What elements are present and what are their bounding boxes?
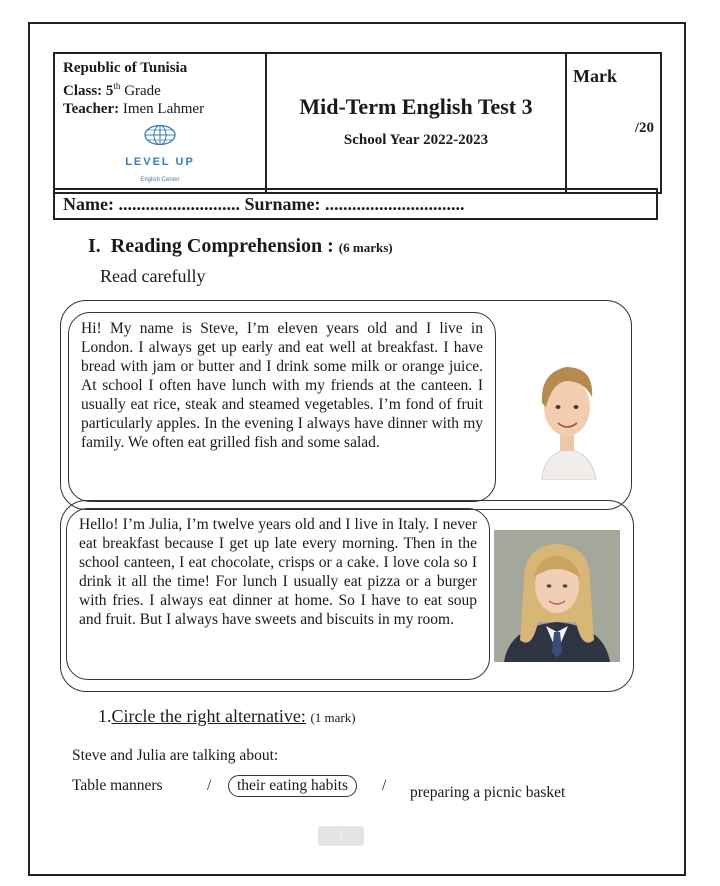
question-1-instruction: Circle the right alternative: (111, 706, 306, 726)
passage-steve: Hi! My name is Steve, I’m eleven years old and I live in London. I always get up early and eat well at breakfast. I have bread with jam or butter and I drink some milk or orange juice. At school I often have lunch with my friends at the canteen. I usually eat rice, steak and steamed vegetables. I’m fond of fruit particularly apples. In the evening I always have dinner with my family. We often eat grilled fish and some salad. (68, 312, 496, 502)
name-label: Name: (63, 194, 114, 214)
name-blank[interactable]: ........................... (113, 194, 240, 214)
name-row[interactable] (53, 188, 658, 220)
header-box (53, 52, 662, 194)
question-1-marks: (1 mark) (310, 710, 356, 725)
page-number: 1 (318, 826, 364, 846)
class-label: Class: 5 (63, 83, 114, 99)
school-year: School Year 2022-2023 (343, 132, 489, 148)
photo-julia (494, 530, 620, 662)
section-number: I. (88, 235, 101, 257)
mark-box (567, 54, 660, 192)
option-table-manners[interactable]: Table manners (72, 777, 163, 794)
school-info (55, 54, 267, 192)
option-eating-habits-circled[interactable]: their eating habits (228, 775, 357, 797)
option-picnic-basket[interactable]: preparing a picnic basket (410, 784, 566, 801)
section-marks: (6 marks) (338, 240, 393, 255)
option-separator: / (207, 777, 212, 794)
passage-julia: Hello! I’m Julia, I’m twelve years old and I live in Italy. I never eat breakfast because I get up late every morning. Then in the school canteen, I eat chocolate, crisps or a cake. I love cola so I drink it all the time! For lunch I usually eat pizza or a burger with fries. I always eat dinner at home. So I have to eat soup and fruit. But I always have sweets and biscuits in my room. (66, 508, 490, 680)
class-grade: Grade (120, 83, 161, 99)
question-1-heading (98, 706, 356, 727)
level-up-logo (105, 124, 215, 189)
surname-blank[interactable]: ............................... (320, 194, 465, 214)
read-instruction: Read carefully (100, 266, 206, 286)
section-heading (88, 235, 393, 258)
test-title: Mid-Term English Test 3 (299, 94, 533, 119)
section-title: Reading Comprehension : (110, 235, 334, 257)
question-1-prompt: Steve and Julia are talking about: (72, 747, 279, 764)
logo-subtext: English Center (140, 177, 180, 183)
option-separator: / (382, 777, 387, 794)
globe-icon (143, 124, 177, 146)
logo-text: LEVEL UP (125, 156, 195, 168)
mark-total: /20 (634, 120, 654, 136)
teacher-label: Teacher: (63, 101, 120, 117)
question-1-number: 1. (98, 706, 112, 726)
teacher-name: Imen Lahmer (119, 101, 205, 117)
country-label: Republic of Tunisia (63, 60, 188, 76)
surname-label: Surname: (239, 194, 321, 214)
mark-label: Mark (573, 66, 617, 86)
test-title-block (267, 54, 567, 192)
photo-steve (520, 345, 620, 480)
class-sup: th (113, 81, 121, 91)
